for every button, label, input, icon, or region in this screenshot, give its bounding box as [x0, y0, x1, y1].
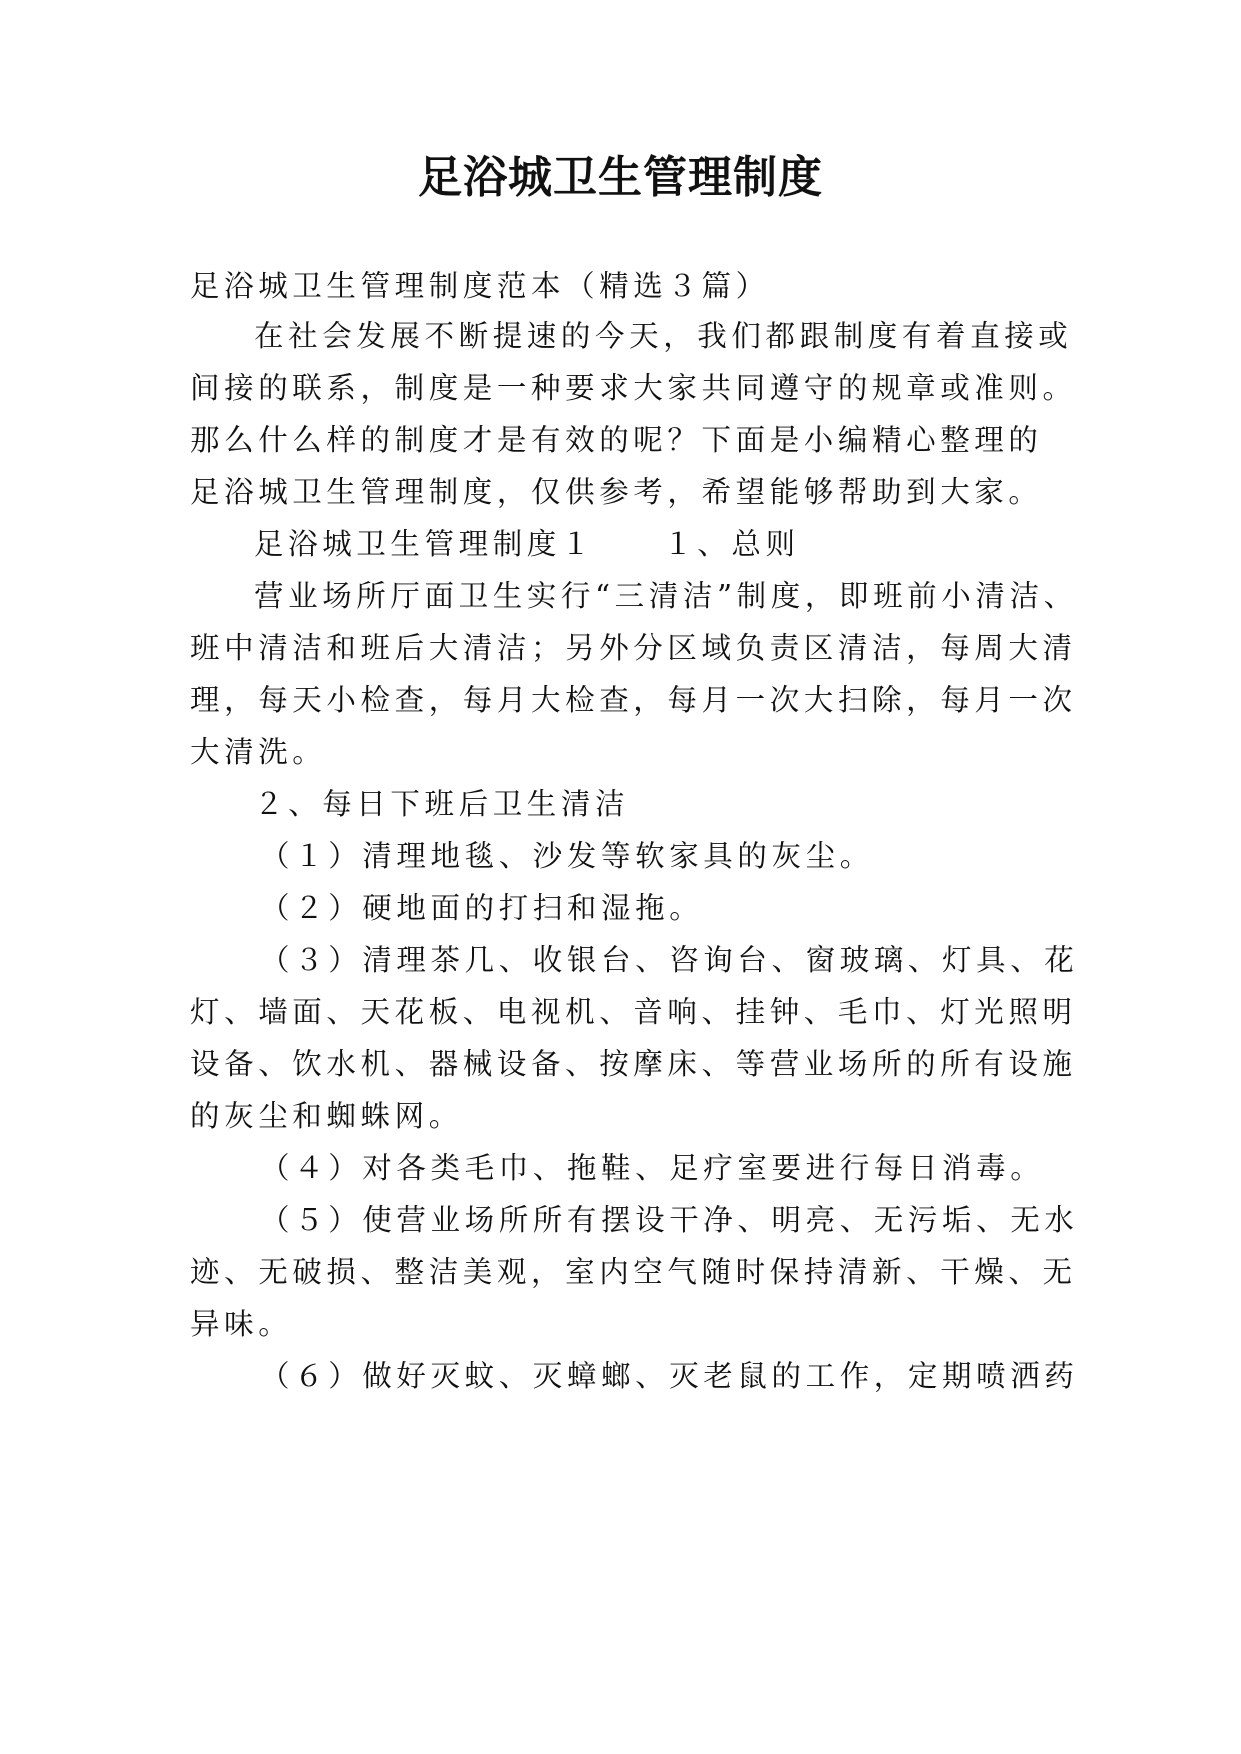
list-item: （３）清理茶几、收银台、咨询台、窗玻璃、灯具、花 — [260, 943, 1079, 977]
paragraph-line: 的灰尘和蜘蛛网。 — [190, 1099, 463, 1133]
list-item: （５）使营业场所所有摆设干净、明亮、无污垢、无水 — [260, 1203, 1079, 1237]
paragraph-line: 那么什么样的制度才是有效的呢？下面是小编精心整理的 — [190, 423, 1043, 457]
section-heading: 足浴城卫生管理制度１ １、总则 — [254, 527, 800, 561]
document-title: 足浴城卫生管理制度 — [418, 152, 823, 203]
paragraph-line: 班中清洁和班后大清洁；另外分区域负责区清洁，每周大清 — [190, 631, 1077, 665]
list-item: （１）清理地毯、沙发等软家具的灰尘。 — [260, 839, 874, 873]
list-item: （２）硬地面的打扫和湿拖。 — [260, 891, 704, 925]
subsection-heading: ２、每日下班后卫生清洁 — [254, 787, 630, 821]
paragraph-line: 大清洗。 — [190, 735, 327, 769]
paragraph-line: 迹、无破损、整洁美观，室内空气随时保持清新、干燥、无 — [190, 1255, 1077, 1289]
paragraph-line: 设备、饮水机、器械设备、按摩床、等营业场所的所有设施 — [190, 1047, 1077, 1081]
paragraph-line: 灯、墙面、天花板、电视机、音响、挂钟、毛巾、灯光照明 — [190, 995, 1077, 1029]
paragraph-line: 异味。 — [190, 1307, 293, 1341]
list-item: （６）做好灭蚊、灭蟑螂、灭老鼠的工作，定期喷洒药 — [260, 1359, 1079, 1393]
paragraph-line: 在社会发展不断提速的今天，我们都跟制度有着直接或 — [254, 319, 1073, 353]
paragraph-line: 理，每天小检查，每月大检查，每月一次大扫除，每月一次 — [190, 683, 1077, 717]
paragraph-line: 间接的联系，制度是一种要求大家共同遵守的规章或准则。 — [190, 371, 1077, 405]
paragraph-line: 足浴城卫生管理制度，仅供参考，希望能够帮助到大家。 — [190, 475, 1043, 509]
list-item: （４）对各类毛巾、拖鞋、足疗室要进行每日消毒。 — [260, 1151, 1045, 1185]
paragraph-line: 营业场所厅面卫生实行“三清洁”制度，即班前小清洁、 — [254, 579, 1078, 613]
document-subtitle: 足浴城卫生管理制度范本（精选３篇） — [190, 269, 770, 303]
